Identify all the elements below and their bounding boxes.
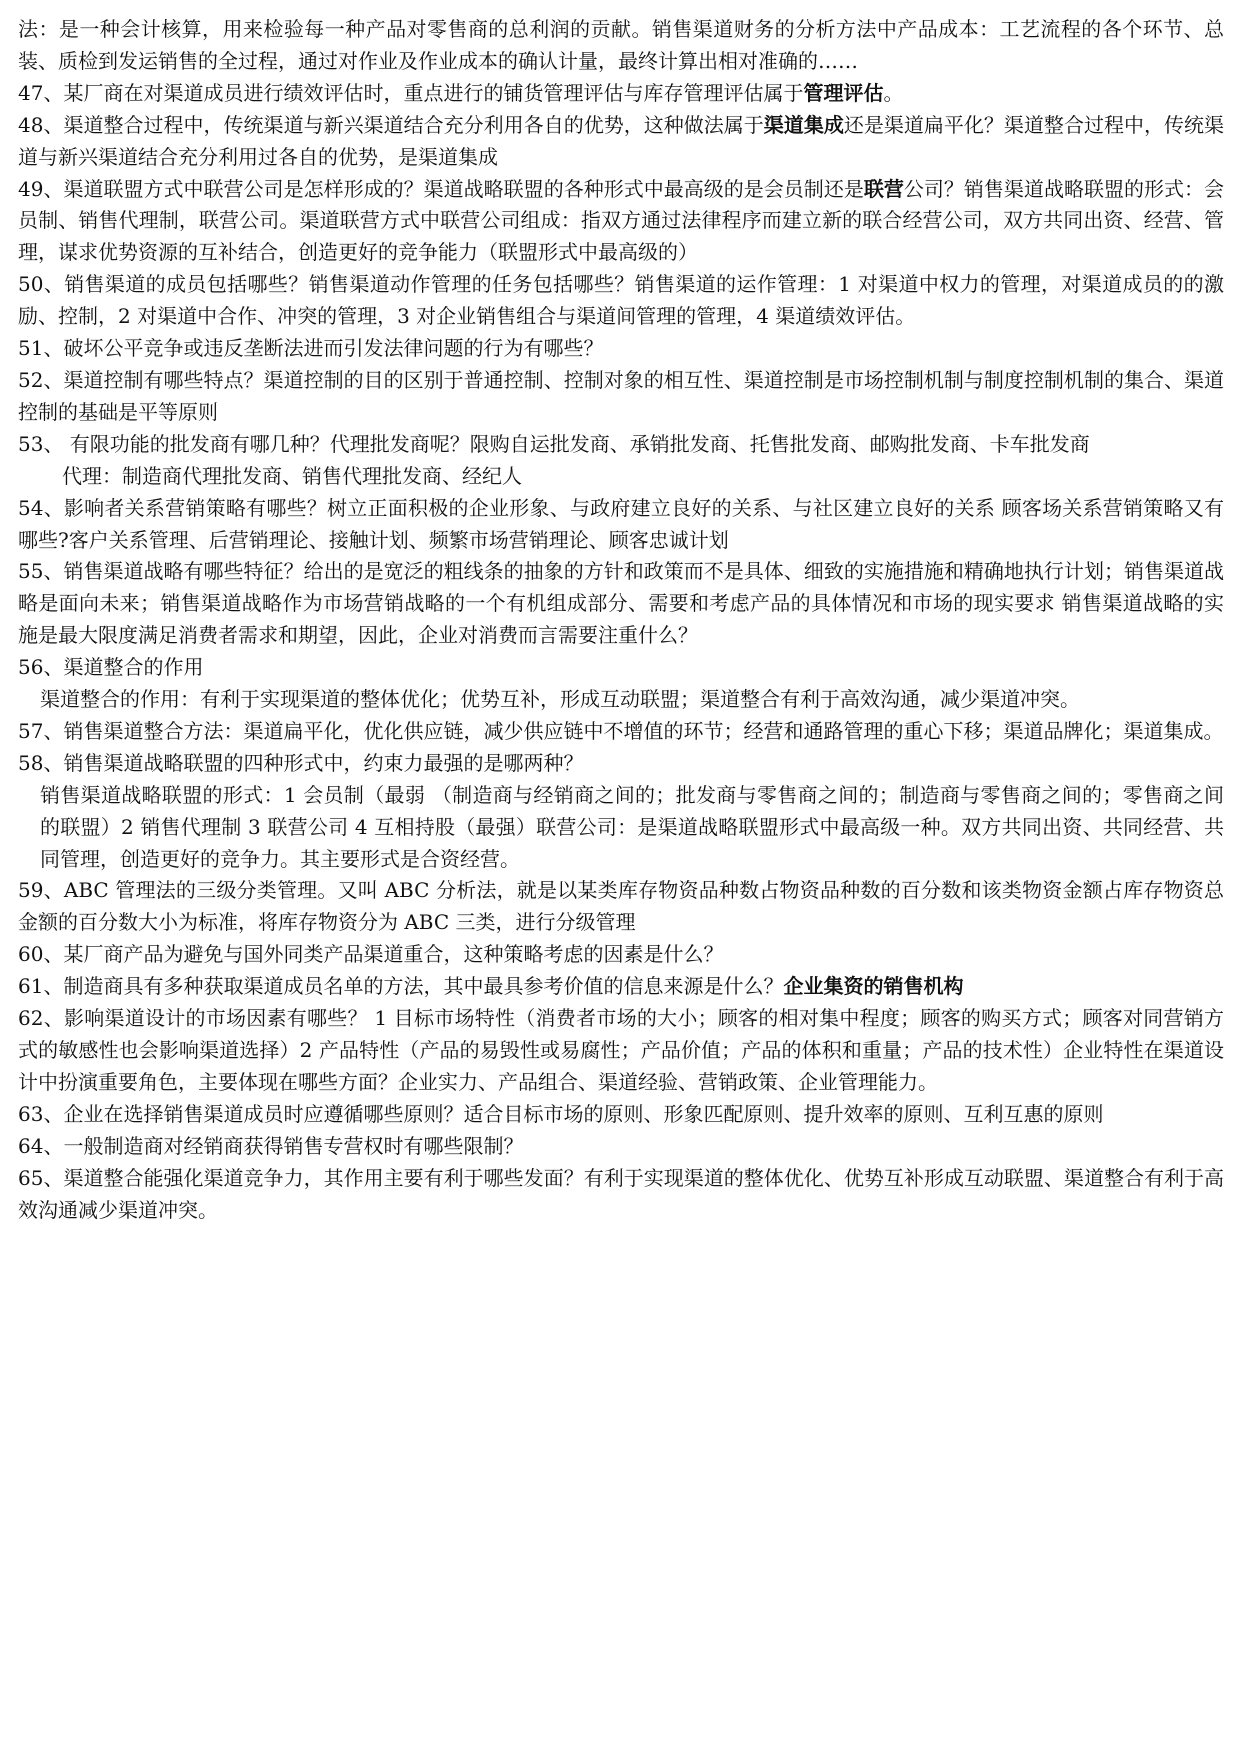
answer-highlight: 联营 [863,176,904,201]
paragraph-text: 60、某厂商产品为避免与国外同类产品渠道重合，这种策略考虑的因素是什么？ [18,942,724,967]
paragraph [18,429,1224,461]
paragraph [18,652,1224,684]
paragraph-text: 64、一般制造商对经销商获得销售专营权时有哪些限制？ [18,1133,524,1158]
paragraph [18,1163,1224,1227]
paragraph [18,269,1224,333]
paragraph [18,110,1224,174]
paragraph-text: 销售渠道战略联盟的形式：1 会员制（最弱 （制造商与经销商之间的；批发商与零售商之间的；制造商与零售商之间的；零售商之间的联盟）2 销售代理制 3 联营公司 4 互相持股（最强）联营公司：是渠道战略联盟形式中最高级一种。双方共同出资、共同经营、共同管理，创造更好的竞争力。其主要形式是合资经营。 [40,782,1224,871]
paragraph-text: 62、影响渠道设计的市场因素有哪些？ 1 目标市场特性（消费者市场的大小；顾客的相对集中程度；顾客的购买方式；顾客对同营销方式的敏感性也会影响渠道选择）2 产品特性（产品的易毁性或易腐性；产品价值；产品的体积和重量；产品的技术性）企业特性在渠道设计中扮演重要角色，主要体现在哪些方面？企业实力、产品组合、渠道经验、营销政策、企业管理能力。 [18,1006,1224,1094]
paragraph [18,716,1224,748]
paragraph-text: 代理：制造商代理批发商、销售代理批发商、经纪人 [62,463,522,488]
paragraph-text: 51、破坏公平竞争或违反垄断法进而引发法律问题的行为有哪些？ [18,336,604,361]
answer-highlight: 管理评估 [803,80,884,105]
paragraph-text: 58、销售渠道战略联盟的四种形式中，约束力最强的是哪两种？ [18,750,584,775]
paragraph-text: 50、销售渠道的成员包括哪些？销售渠道动作管理的任务包括哪些？销售渠道的运作管理：1 对渠道中权力的管理，对渠道成员的的激励、控制，2 对渠道中合作、冲突的管理，3 对企业销售组合与渠道间管理的管理，4 渠道绩效评估。 [18,272,1224,329]
paragraph [18,174,1224,270]
paragraph-text: 53、 有限功能的批发商有哪几种？代理批发商呢？限购自运批发商、承销批发商、托售批发商、邮购批发商、卡车批发商 [18,431,1090,456]
paragraph-text: 公司？销售渠道战略联盟的形式：会员制、销售代理制，联营公司。渠道联营方式中联营公司组成：指双方通过法律程序而建立新的联合经营公司，双方共同出资、经营、管理，谋求优势资源的互补结合，创造更好的竞争能力（联盟形式中最高级的） [18,176,1225,265]
paragraph-text: 47、某厂商在对渠道成员进行绩效评估时，重点进行的铺货管理评估与库存管理评估属于 [18,80,804,105]
paragraph-text: 56、渠道整合的作用 [18,655,204,680]
paragraph-text: 55、销售渠道战略有哪些特征？给出的是宽泛的粗线条的抽象的方针和政策而不是具体、细致的实施措施和精确地执行计划；销售渠道战略是面向未来；销售渠道战略作为市场营销战略的一个有机组成部分、需要和考虑产品的具体情况和市场的现实要求 销售渠道战略的实施是最大限度满足消费者需求和期望，因此，企业对消费而言需要注重什么？ [18,559,1224,648]
paragraph-text: 54、影响者关系营销策略有哪些？树立正面积极的企业形象、与政府建立良好的关系、与社区建立良好的关系 顾客场关系营销策略又有哪些?客户关系管理、后营销理论、接触计划、频繁市场营销理论、顾客忠诚计划 [18,495,1224,552]
paragraph-text: 61、制造商具有多种获取渠道成员名单的方法，其中最具参考价值的信息来源是什么？ [18,974,784,999]
document-body [18,14,1224,1226]
paragraph [18,939,1224,971]
paragraph [18,1003,1224,1099]
paragraph-text: 63、企业在选择销售渠道成员时应遵循哪些原则？适合目标市场的原则、形象匹配原则、提升效率的原则、互利互惠的原则 [18,1101,1104,1126]
paragraph [18,780,1224,876]
paragraph [18,78,1224,110]
paragraph [18,684,1224,716]
paragraph-text: 还是渠道扁平化？渠道整合过程中，传统渠道与新兴渠道结合充分利用过各自的优势，是渠道集成 [18,112,1225,169]
paragraph [18,493,1224,557]
paragraph-text: 52、渠道控制有哪些特点？渠道控制的目的区别于普通控制、控制对象的相互性、渠道控制是市场控制机制与制度控制机制的集合、渠道控制的基础是平等原则 [18,367,1224,424]
paragraph-text: 59、ABC 管理法的三级分类管理。又叫 ABC 分析法，就是以某类库存物资品种数占物资品种数的百分数和该类物资金额占库存物资总金额的百分数大小为标准，将库存物资分为 ABC 三类，进行分级管理 [18,878,1224,935]
paragraph-text: 65、渠道整合能强化渠道竞争力，其作用主要有利于哪些发面？有利于实现渠道的整体优化、优势互补形成互动联盟、渠道整合有利于高效沟通减少渠道冲突。 [18,1165,1224,1222]
paragraph [18,1131,1224,1163]
paragraph [18,365,1224,429]
paragraph [18,556,1224,652]
paragraph-text: 48、渠道整合过程中，传统渠道与新兴渠道结合充分利用各自的优势，这种做法属于 [18,112,764,137]
paragraph [18,875,1224,939]
paragraph [18,971,1224,1003]
answer-highlight: 渠道集成 [763,112,844,137]
paragraph [18,748,1224,780]
answer-highlight: 企业集资的销售机构 [783,974,964,999]
paragraph-text: 渠道整合的作用：有利于实现渠道的整体优化；优势互补，形成互动联盟；渠道整合有利于高效沟通，减少渠道冲突。 [40,687,1080,712]
paragraph-text: 法：是一种会计核算，用来检验每一种产品对零售商的总利润的贡献。销售渠道财务的分析方法中产品成本：工艺流程的各个环节、总装、质检到发运销售的全过程，通过对作业及作业成本的确认计量，最终计算出相对准确的…… [18,17,1224,73]
paragraph-text: 。 [883,80,904,105]
paragraph [18,461,1224,493]
paragraph [18,14,1224,78]
paragraph-text: 49、渠道联盟方式中联营公司是怎样形成的？渠道战略联盟的各种形式中最高级的是会员制还是 [18,176,864,201]
paragraph [18,1099,1224,1131]
paragraph-text: 57、销售渠道整合方法：渠道扁平化，优化供应链，减少供应链中不增值的环节；经营和通路管理的重心下移；渠道品牌化；渠道集成。 [18,718,1224,743]
paragraph [18,333,1224,365]
